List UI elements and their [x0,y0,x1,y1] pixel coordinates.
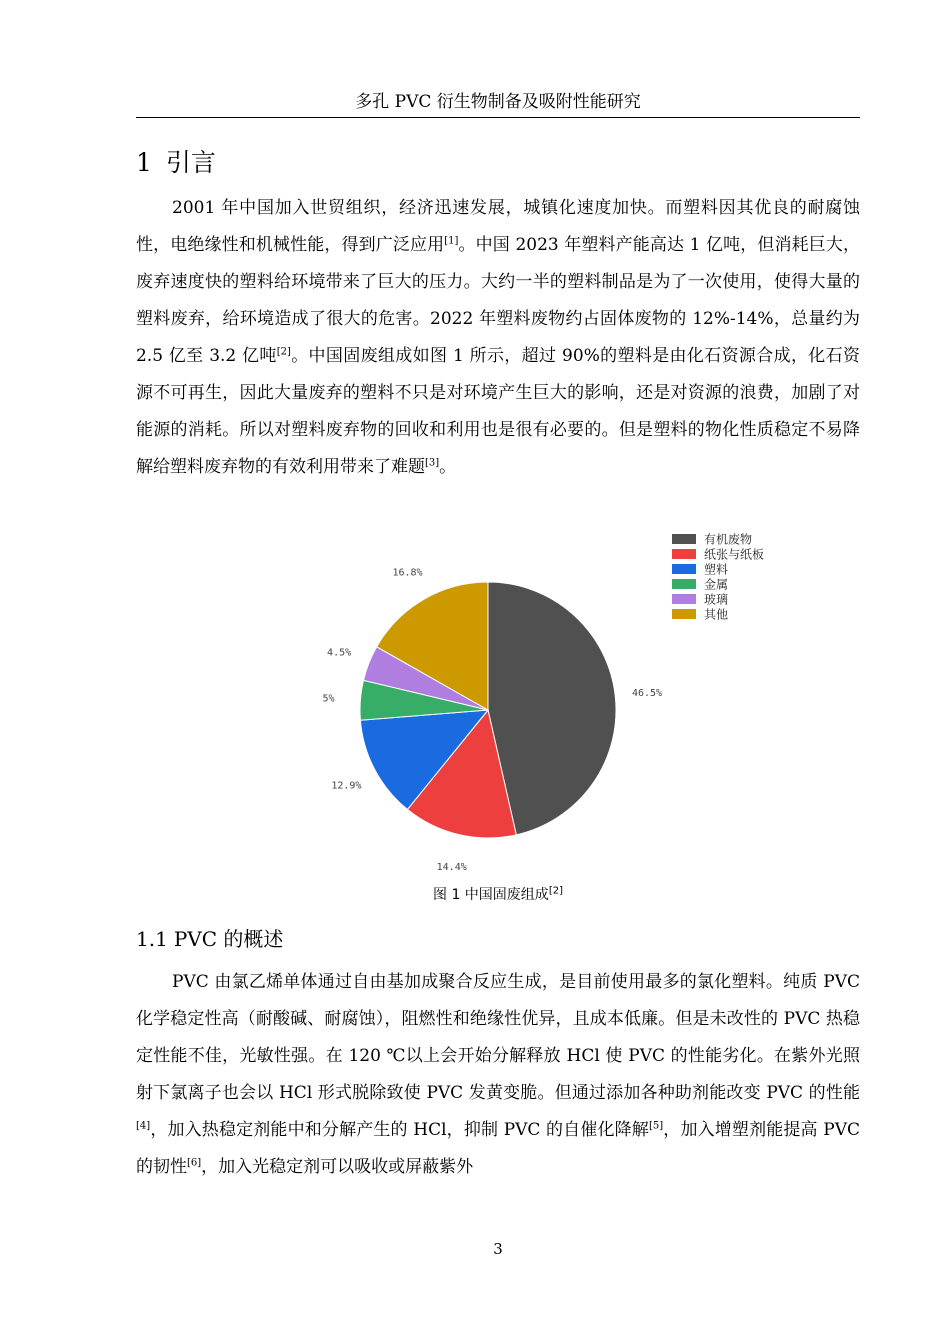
section-heading-1-1 [136,924,283,954]
section-number: 1.1 [136,927,168,951]
text-run: ，加入热稳定剂能中和分解产生的 HCl，抑制 PVC 的自催化降解 [150,1120,649,1140]
intro-paragraph [136,190,860,486]
text-run: ，加入增塑剂能提高 PVC 的韧性 [136,1120,860,1177]
citation-ref: [3] [425,457,440,469]
running-header: 多孔 PVC 衍生物制备及吸附性能研究 [355,92,641,112]
header-rule [136,117,860,118]
pvc-overview-paragraph [136,964,860,1186]
citation-ref: [4] [136,1120,151,1132]
pie-data-label: 46.5% [631,688,663,700]
text-run: 。中国 2023 年塑料产能高达 1 亿吨，但消耗巨大，废弃速度快的塑料给环境带来了巨大的压力。大约一半的塑料制品是为了一次使用，使得大量的塑料废弃，给环境造成了很大的危害。2022 年塑料废物约占固体废物的 12%-14%，总量约为 2.5 亿至 3.2 亿吨 [136,235,860,366]
page-number: 3 [493,1240,503,1258]
legend-swatch [672,534,696,544]
text-run: 。中国固废组成如图 1 所示，超过 90%的塑料是由化石资源合成，化石资源不可再生，因此大量废弃的塑料不只是对环境产生巨大的影响，还是对资源的浪费，加剧了对能源的消耗。所以对塑料废弃物的回收和利用也是很有必要的。但是塑料的物化性质稳定不易降解给塑料废弃物的有效利用带来了难题 [136,346,860,477]
section-heading-1 [136,146,216,180]
text-run: 。 [439,457,457,477]
text-run: ，加入光稳定剂可以吸收或屏蔽紫外 [201,1157,474,1177]
citation-ref: [6] [187,1157,202,1169]
text-run: PVC 由氯乙烯单体通过自由基加成聚合反应生成，是目前使用最多的氯化塑料。纯质 PVC 化学稳定性高（耐酸碱、耐腐蚀），阻燃性和绝缘性优异，且成本低廉。但是未改性的 PVC 热稳定性能不佳，光敏性强。在 120 ℃以上会开始分解释放 HCl 使 PVC 的性能劣化。在紫外光照射下氯离子也会以 HCl 形式脱除致使 PVC 发黄变脆。但通过添加各种助剂能改变 PVC 的性能 [136,972,860,1103]
pie-chart-figure [300,526,800,872]
legend-label: 玻璃 [704,592,729,607]
legend-label: 纸张与纸板 [704,547,765,562]
legend-label: 塑料 [704,562,729,577]
section-title: 引言 [165,148,216,177]
pie-data-label: 5% [322,693,335,705]
section-number: 1 [136,148,152,177]
legend-swatch [672,609,696,619]
figure-caption [136,884,860,906]
legend-label: 其他 [704,607,729,622]
text-run: 2001 年中国加入世贸组织，经济迅速发展，城镇化速度加快。而塑料因其优良的耐腐蚀性，电绝缘性和机械性能，得到广泛应用 [136,198,860,255]
pie-chart [300,526,800,872]
caption-text: 图 1 中国固废组成 [433,887,549,903]
legend-label: 金属 [704,577,729,592]
legend-label: 有机废物 [704,532,753,547]
citation-ref: [2] [276,346,291,358]
citation-ref: [2] [548,885,563,897]
pie-data-label: 14.4% [436,861,467,872]
pie-data-label: 4.5% [327,647,352,659]
legend-swatch [672,549,696,559]
legend-swatch [672,579,696,589]
citation-ref: [1] [444,235,459,247]
pie-data-label: 12.9% [331,780,362,792]
pie-data-label: 16.8% [392,567,423,579]
legend-swatch [672,594,696,604]
legend-swatch [672,564,696,574]
section-title: PVC 的概述 [173,927,284,951]
citation-ref: [5] [648,1120,664,1132]
